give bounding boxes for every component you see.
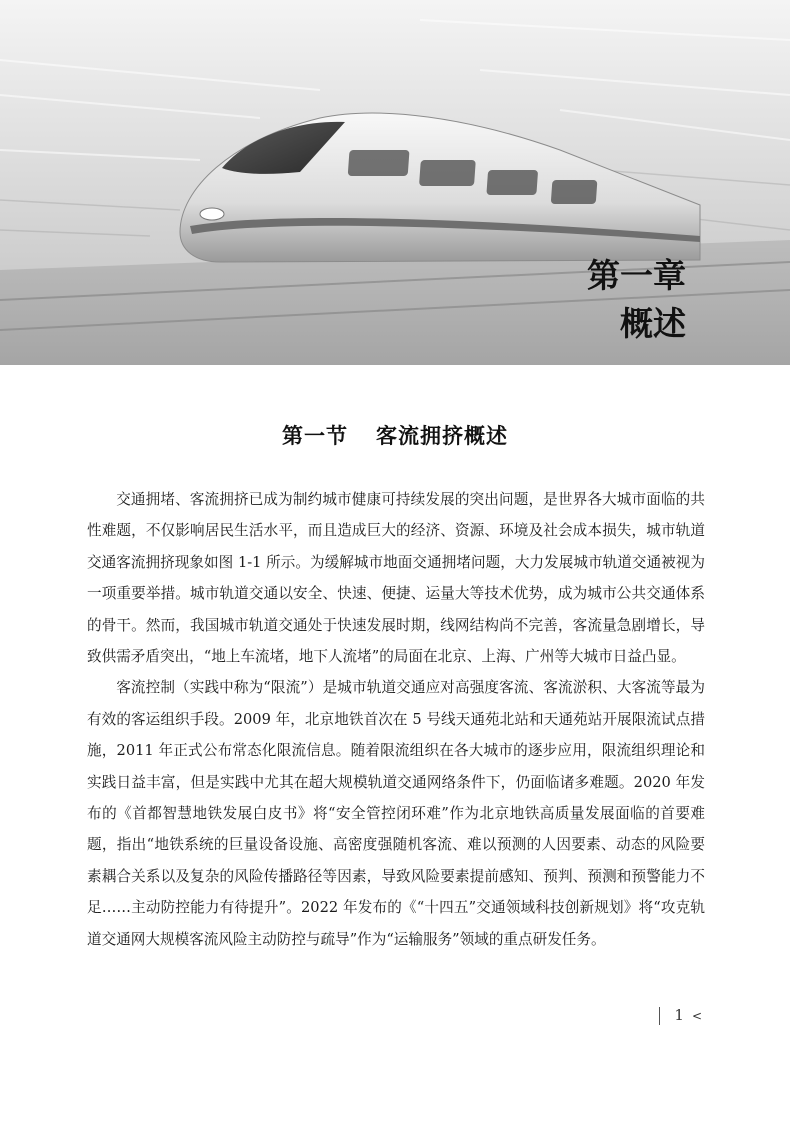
page-footer xyxy=(659,1006,702,1025)
page-arrow-icon: < xyxy=(691,1009,702,1023)
paragraph: 客流控制（实践中称为“限流”）是城市轨道交通应对高强度客流、客流淤积、大客流等最为有效的客运组织手段。2009 年，北京地铁首次在 5 号线天通苑北站和天通苑站开展限流试点措施，2011 年正式公布常态化限流信息。随着限流组织在各大城市的逐步应用，限流组织理论和实践日益丰富，但是实践中尤其在超大规模轨道交通网络条件下，仍面临诸多难题。2020 年发布的《首都智慧地铁发展白皮书》将“安全管控闭环难”作为北京地铁高质量发展面临的首要难题，指出“地铁系统的巨量设备设施、高密度强随机客流、难以预测的人因要素、动态的风险要素耦合关系以及复杂的风险传播路径等因素，导致风险要素提前感知、预判、预测和预警能力不足……主动防控能力有待提升”。2022 年发布的《“十四五”交通领域科技创新规划》将“攻克轨道交通网大规模客流风险主动防控与疏导”作为“运输服务”领域的重点研发任务。 xyxy=(87,679,705,948)
page-number: 1 xyxy=(674,1006,684,1024)
body-text xyxy=(87,484,705,955)
section-heading xyxy=(0,420,790,450)
paragraph: 交通拥堵、客流拥挤已成为制约城市健康可持续发展的突出问题，是世界各大城市面临的共性难题，不仅影响居民生活水平，而且造成巨大的经济、资源、环境及社会成本损失，城市轨道交通客流拥挤现象如图 1-1 所示。为缓解城市地面交通拥堵问题，大力发展城市轨道交通被视为一项重要举措。城市轨道交通以安全、快速、便捷、运量大等技术优势，成为城市公共交通体系的骨干。然而，我国城市轨道交通处于快速发展时期，线网结构尚不完善，客流量急剧增长，导致供需矛盾突出，“地上车流堵，地下人流堵”的局面在北京、上海、广州等大城市日益凸显。 xyxy=(87,491,705,666)
chapter-label: 第一章 xyxy=(587,256,686,295)
chapter-heading xyxy=(587,252,686,348)
chapter-title: 概述 xyxy=(620,304,686,343)
section-number: 第一节 xyxy=(282,424,348,448)
footer-divider xyxy=(659,1007,660,1025)
chapter-banner xyxy=(0,0,790,365)
section-title: 客流拥挤概述 xyxy=(376,424,508,448)
